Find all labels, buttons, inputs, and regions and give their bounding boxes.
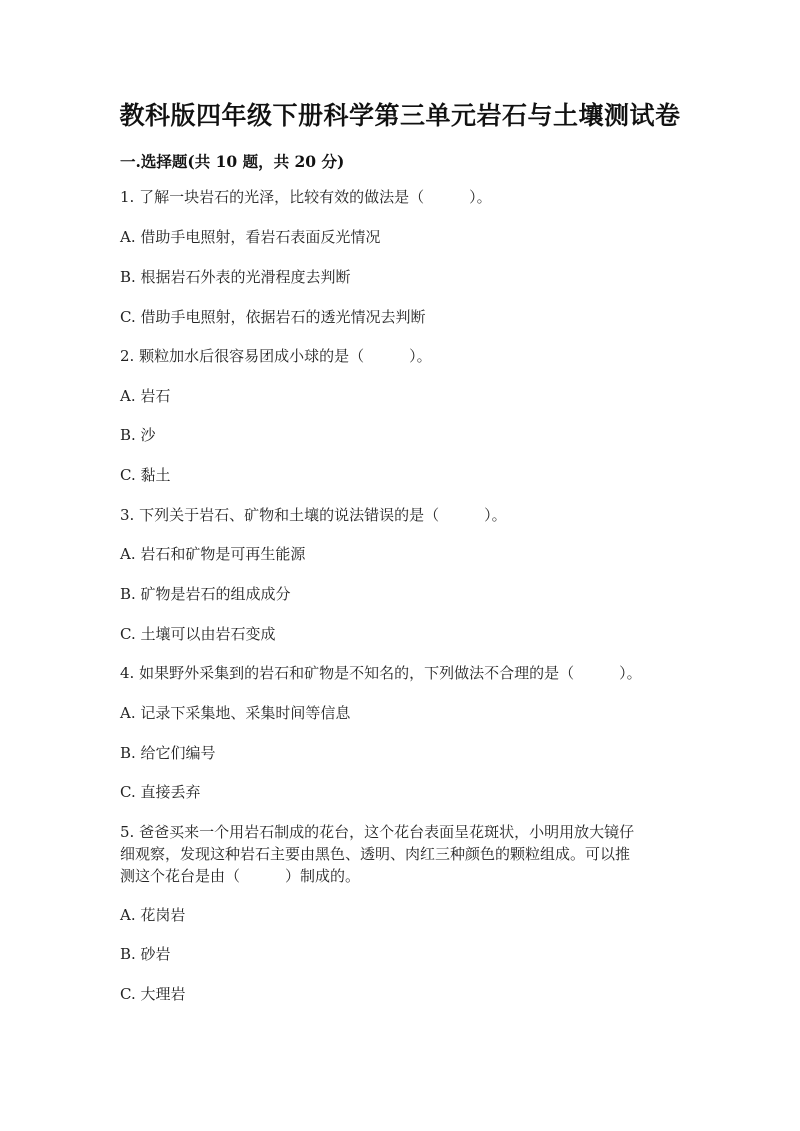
question-1-option-b: B. 根据岩石外表的光滑程度去判断 <box>120 268 351 286</box>
question-5-stem-line-1: 5. 爸爸买来一个用岩石制成的花台，这个花台表面呈花斑状，小明用放大镜仔 <box>120 823 635 841</box>
question-3-option-b: B. 矿物是岩石的组成成分 <box>120 585 291 603</box>
question-1-stem: 1. 了解一块岩石的光泽，比较有效的做法是（ ）。 <box>120 188 492 206</box>
question-2-option-b: B. 沙 <box>120 426 156 444</box>
question-3-option-c: C. 土壤可以由岩石变成 <box>120 625 276 643</box>
question-4-option-b: B. 给它们编号 <box>120 744 216 762</box>
question-5-stem <box>120 821 690 887</box>
section-heading: 一.选择题(共 10 题，共 20 分) <box>120 152 345 171</box>
question-5-stem-line-2: 细观察，发现这种岩石主要由黑色、透明、肉红三种颜色的颗粒组成。可以推 <box>120 845 631 863</box>
question-4-option-a: A. 记录下采集地、采集时间等信息 <box>120 704 351 722</box>
question-4-stem: 4. 如果野外采集到的岩石和矿物是不知名的，下列做法不合理的是（ ）。 <box>120 664 642 682</box>
question-5-stem-line-3: 测这个花台是由（ ）制成的。 <box>120 867 361 885</box>
exam-title: 教科版四年级下册科学第三单元岩石与土壤测试卷 <box>119 101 681 130</box>
question-2-stem: 2. 颗粒加水后很容易团成小球的是（ ）。 <box>120 347 432 365</box>
question-4-option-c: C. 直接丢弃 <box>120 783 201 801</box>
question-5-option-b: B. 砂岩 <box>120 945 171 963</box>
question-3-stem: 3. 下列关于岩石、矿物和土壤的说法错误的是（ ）。 <box>120 506 507 524</box>
question-3-option-a: A. 岩石和矿物是可再生能源 <box>120 545 306 563</box>
question-2-option-a: A. 岩石 <box>120 387 171 405</box>
question-5-option-c: C. 大理岩 <box>120 985 186 1003</box>
question-2-option-c: C. 黏土 <box>120 466 171 484</box>
question-5-option-a: A. 花岗岩 <box>120 906 186 924</box>
question-1-option-a: A. 借助手电照射，看岩石表面反光情况 <box>120 228 381 246</box>
question-1-option-c: C. 借助手电照射，依据岩石的透光情况去判断 <box>120 308 426 326</box>
